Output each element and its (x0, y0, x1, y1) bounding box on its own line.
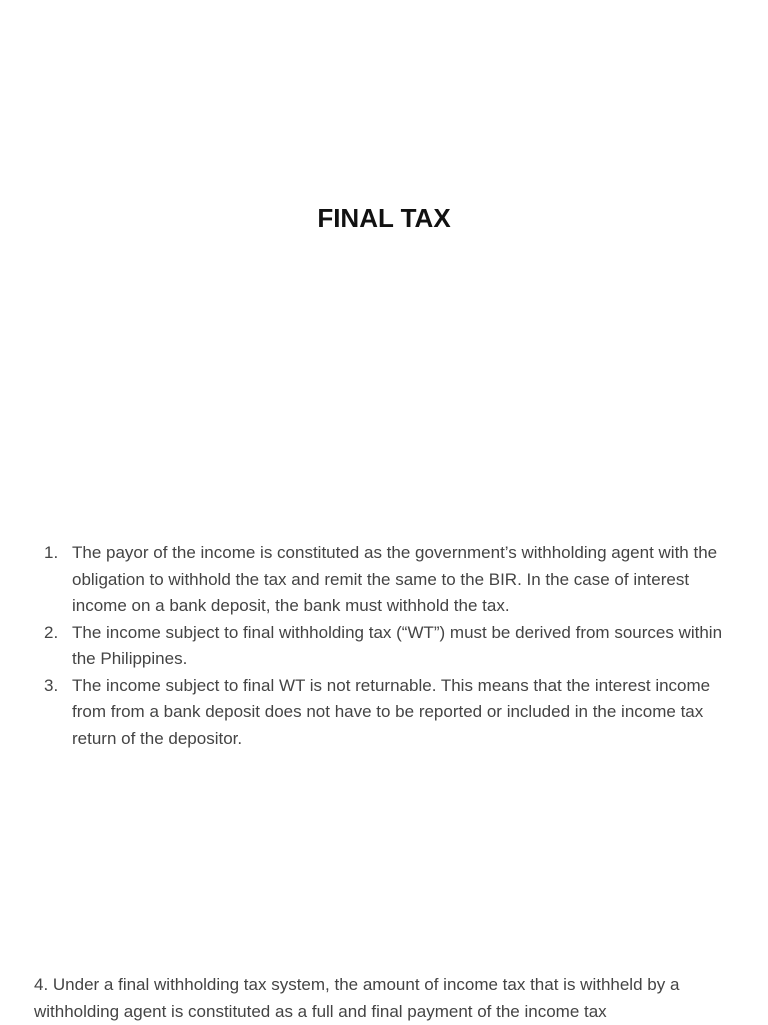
list-item-text: The income subject to final WT is not returnable. This means that the interest income from from a bank deposit does not have to be reported or included in the income tax return of the depositor. (72, 675, 711, 748)
list-item-number: 1. (44, 543, 59, 562)
page-title: FINAL TAX (317, 203, 451, 233)
list-item-text: The income subject to final withholding tax (“WT”) must be derived from sources within the Philippines. (72, 622, 723, 668)
list-item (40, 540, 740, 620)
list-item (40, 620, 740, 673)
list-item-number: 3. (44, 675, 59, 695)
list-item (40, 673, 740, 753)
paragraph-item-4: 4. Under a final withholding tax system, the amount of income tax that is withheld by a withholding agent is constituted as a full and final payment of the income tax (34, 975, 680, 1021)
list-item-number: 2. (44, 622, 59, 642)
numbered-list (40, 540, 740, 752)
list-item-text: The payor of the income is constituted as the government’s withholding agent with the obligation to withhold the tax and remit the same to the BIR. In the case of interest income on a bank deposit, the bank must withhold the tax. (72, 543, 718, 615)
